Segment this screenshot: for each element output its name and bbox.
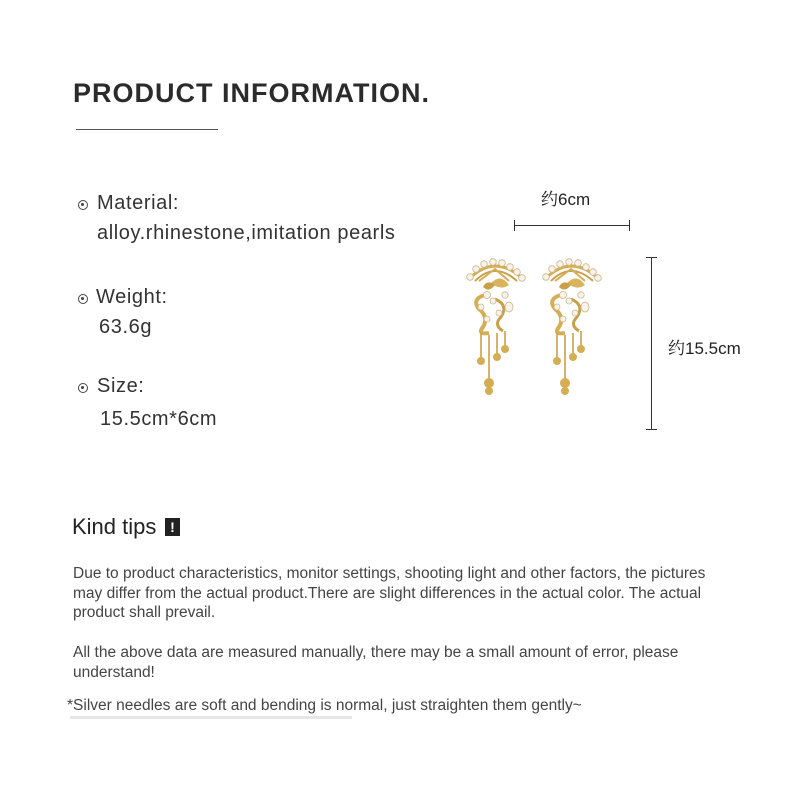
kind-tips-note: *Silver needles are soft and bending is normal, just straighten them gently~: [67, 697, 582, 714]
width-dimension-label: 约6cm: [541, 190, 591, 209]
spec-value-size: 15.5cm*6cm: [100, 408, 218, 430]
width-dimension-tick-left: [514, 220, 515, 231]
spec-label-weight: Weight:: [96, 286, 168, 308]
note-underline: [70, 716, 352, 719]
kind-tips-paragraph-1: Due to product characteristics, monitor settings, shooting light and other factors, the pictures may differ from the actual product.There are slight differences in the actual color. The actual product shall prevail.: [73, 565, 706, 621]
spec-label-material: Material:: [97, 192, 180, 214]
bullet-icon: [78, 294, 88, 304]
bullet-icon: [78, 383, 88, 393]
bullet-icon: [78, 200, 88, 210]
title-divider: [76, 129, 218, 130]
spec-value-weight: 63.6g: [99, 316, 153, 338]
page-title: PRODUCT INFORMATION.: [73, 78, 430, 108]
height-dimension-tick-top: [646, 257, 657, 258]
height-dimension-label: 约15.5cm: [668, 339, 741, 358]
width-dimension-tick-right: [629, 220, 630, 231]
warning-icon: !: [165, 518, 180, 536]
earrings-product-image: [455, 255, 615, 405]
spec-label-size: Size:: [97, 375, 145, 397]
kind-tips-paragraph-2: All the above data are measured manually, there may be a small amount of error, please understand!: [73, 644, 679, 681]
height-dimension-line: [651, 257, 652, 429]
height-dimension-tick-bottom: [646, 429, 657, 430]
spec-value-material: alloy.rhinestone,imitation pearls: [97, 222, 396, 244]
kind-tips-title: Kind tips: [72, 514, 157, 539]
width-dimension-line: [514, 225, 630, 226]
